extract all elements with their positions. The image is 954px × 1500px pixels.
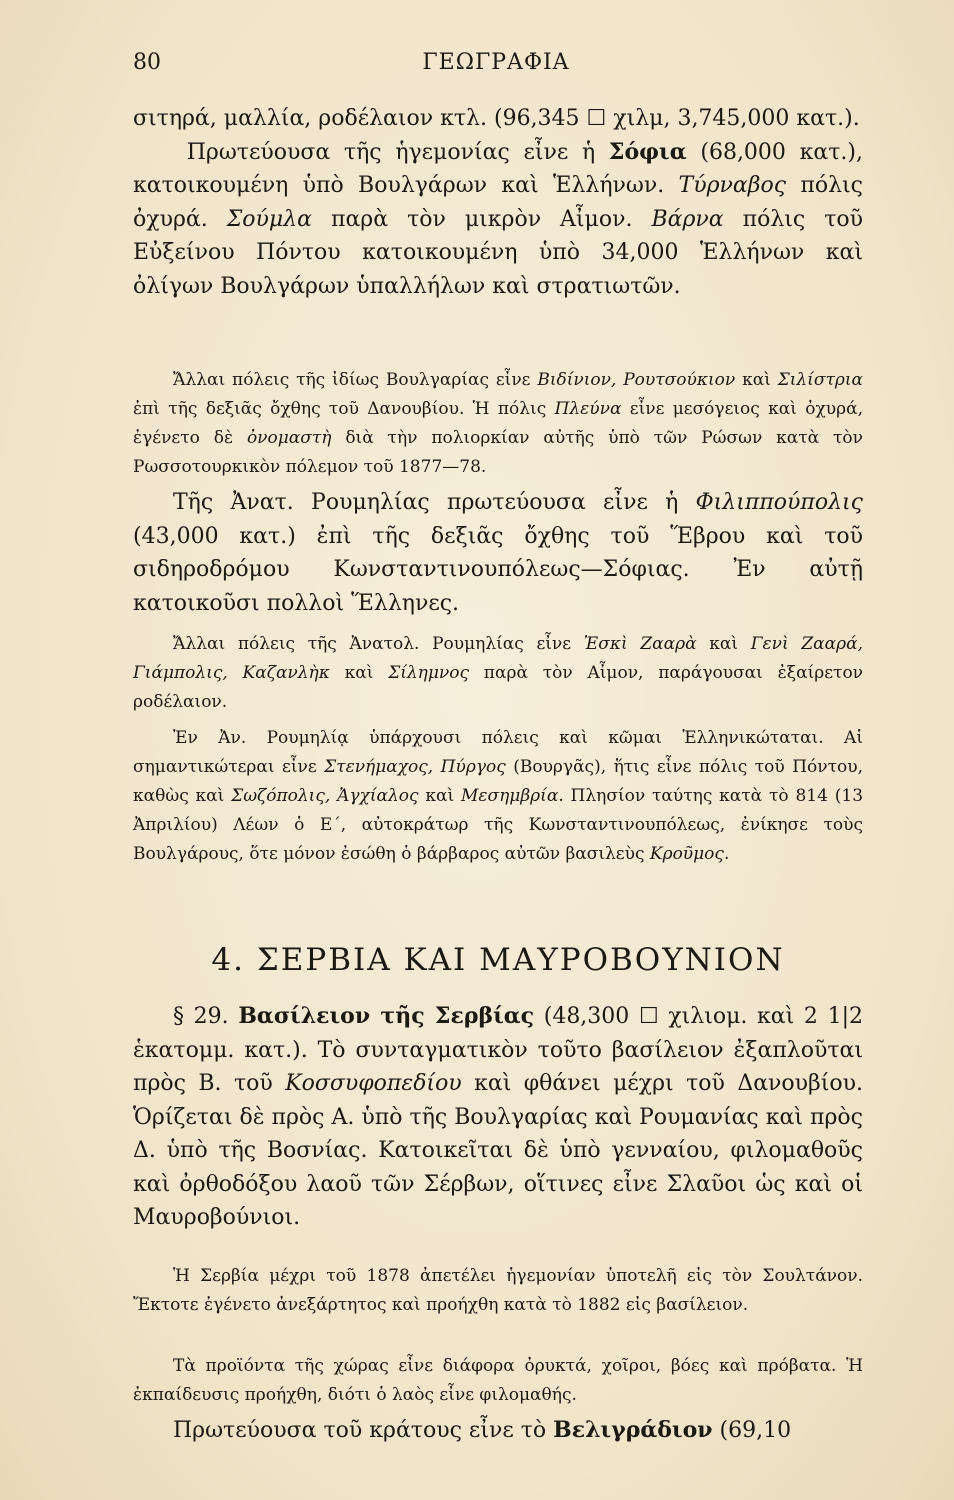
paragraph-serbia-capital (133, 1414, 863, 1448)
city-name: Βιδίνιον, Ρουτσούκιον (537, 370, 736, 390)
text-span: Πρωτεύουσα τοῦ κράτους εἶνε τὸ (173, 1418, 554, 1443)
city-name: Σούμλα (226, 206, 312, 232)
paragraph-serbia-products: Τὰ προϊόντα τῆς χώρας εἶνε διάφορα ὀρυκτά, χοῖροι, βόες καὶ πρόβατα. Ἡ ἐκπαίδευσις προήχθη, διότι ὁ λαὸς εἶνε φιλομαθής. (133, 1356, 863, 1405)
paragraph-greek-towns (133, 724, 863, 869)
text-span: Τῆς Ἀνατ. Ρουμηλίας πρωτεύουσα εἶνε ἡ (173, 490, 696, 515)
text-span: καὶ (696, 634, 751, 654)
text-span: παρὰ τὸν Αἶμον, παράγουσαι ἐξαίρετον ροδέλαιον. (133, 663, 864, 712)
city-name: Στενήμαχος, Πύργος (324, 757, 506, 777)
text-span: εἶνε μεσόγειος καὶ ὀχυρά, ἐγένετο δὲ (133, 399, 863, 448)
text-span: Ἄλλαι πόλεις τῆς Ἀνατολ. Ρουμηλίας εἶνε (173, 634, 584, 654)
text-span: Πρωτεύουσα τῆς ἡγεμονίας εἶνε ἡ (173, 139, 609, 165)
text-span: Ἐν Ἀν. Ρουμηλίᾳ ὑπάρχουσι πόλεις καὶ κῶμαι Ἑλληνικώταται. Αἱ σημαντικώτεραι εἶνε (133, 728, 863, 777)
paragraph-east-rumelia (133, 486, 863, 620)
city-sofia: Σόφια (608, 138, 687, 165)
text-span: καὶ (329, 663, 389, 683)
person-name: Κροῦμος (649, 844, 724, 864)
city-name: Σίλημνος (388, 663, 470, 683)
text-span: (Βουργᾶς), ἥτις εἶνε πόλις τοῦ Πόντου, καθὼς καὶ (133, 757, 864, 806)
section-title: Βασίλειον τῆς Σερβίας (238, 1003, 535, 1029)
city-name: Σωζόπολις, Ἀγχίαλος (231, 786, 419, 806)
city-name: Τύρναβος (678, 173, 787, 198)
paragraph-bulgaria-capital (133, 102, 863, 303)
text-span: (48,300 ☐ χιλιομ. καὶ 2 1|2 ἑκατομμ. κατ.). Τὸ συνταγματικὸν τοῦτο βασίλειον ἐξαπλοῦται πρὸς Β. τοῦ (133, 1004, 863, 1096)
city-name: Φιλιππούπολις (695, 490, 863, 515)
text-span: . Πλησίον ταύτης κατὰ τὸ 814 (13 Ἀπριλίου) Λέων ὁ Ε΄, αὐτοκράτωρ τῆς Κωνσταντινουπόλεως, ἐνίκησε τοὺς Βουλγάρους, ὅτε μόνον ἐσώθη ὁ βάρβαρος αὐτῶν βασιλεὺς (133, 786, 864, 864)
text-span: πόλις τοῦ Εὐξείνου Πόντου κατοικουμένη ὑπὸ 34,000 Ἑλλήνων καὶ ὀλίγων Βουλγάρων ὑπαλλήλων καὶ στρατιωτῶν. (133, 206, 863, 299)
section-number: § 29. (173, 1004, 239, 1029)
text-span: παρὰ τὸν μικρὸν Αἶμον. (312, 206, 652, 232)
city-name: Ἐσκὶ Ζααρὰ (583, 634, 697, 654)
text-span: . (723, 844, 730, 864)
text-span: Ἄλλαι πόλεις τῆς ἰδίως Βουλγαρίας εἶνε (173, 370, 538, 390)
text-span: διὰ τὴν πολιορκίαν αὐτῆς ὑπὸ τῶν Ρώσων κατὰ τὸν Ρωσσοτουρκικὸν πόλεμον τοῦ 1877—78. (133, 428, 863, 477)
text-span: καὶ (418, 786, 461, 806)
paragraph-serbia-kingdom (133, 1000, 863, 1235)
city-name: Πλεύνα (554, 399, 622, 419)
running-title: ΓΕΩΓΡΑΦΙΑ (422, 50, 570, 75)
text-span: καὶ (735, 370, 778, 390)
city-name: Βάρνα (651, 206, 724, 232)
page-number: 80 (133, 50, 161, 75)
text-span: (69,10 (712, 1418, 792, 1443)
paragraph-serbia-history: Ἡ Σερβία μέχρι τοῦ 1878 ἀπετέλει ἡγεμονίαν ὑποτελῆ εἰς τὸν Σουλτάνον. Ἔκτοτε ἐγένετο ἀνεξάρτητος καὶ προήχθη κατὰ τὸ 1882 εἰς βασίλειον. (133, 1266, 863, 1315)
text-span: ἐπὶ τῆς δεξιᾶς ὄχθης τοῦ Δανουβίου. Ἡ πόλις (133, 399, 555, 419)
city-name: Γενὶ Ζααρά, Γιάμπολις, Καζανλὴκ (133, 634, 863, 683)
text-span: (68,000 κατ.), κατοικουμένη ὑπὸ Βουλγάρων καὶ Ἑλλήνων. (133, 139, 863, 198)
paragraph-other-cities (133, 366, 863, 482)
city-name: Μεσημβρία (460, 786, 559, 806)
paragraph-rumelia-cities (133, 630, 863, 717)
place-name: Κοσσυφοπεδίου (285, 1071, 462, 1096)
text-span: σιτηρά, μαλλία, ροδέλαιον κτλ. (96,345 ☐ χιλμ, 3,745,000 κατ.). (133, 106, 860, 131)
text-span: καὶ φθάνει μέχρι τοῦ Δανουβίου. Ὁρίζεται δὲ πρὸς Α. ὑπὸ τῆς Βουλγαρίας καὶ Ρουμανίας καὶ πρὸς Δ. ὑπὸ τῆς Βοσνίας. Κατοικεῖται δὲ ὑπὸ γενναίου, φιλομαθοῦς καὶ ὀρθοδόξου λαοῦ τῶν Σέρβων, οἵτινες εἶνε Σλαῦοι ὡς καὶ οἱ Μαυροβούνιοι. (133, 1071, 864, 1230)
city-belgrade: Βελιγράδιον (553, 1417, 713, 1443)
emphasis: ὀνομαστὴ (246, 428, 332, 448)
city-name: Σιλίστρια (777, 370, 863, 390)
section-heading: 4. ΣΕΡΒΙΑ ΚΑΙ ΜΑΥΡΟΒΟΥΝΙΟΝ (211, 942, 785, 978)
text-span: πόλις ὀχυρά. (133, 173, 863, 232)
text-span: (43,000 κατ.) ἐπὶ τῆς δεξιᾶς ὄχθης τοῦ Ἕβρου καὶ τοῦ σιδηροδρόμου Κωνσταντινουπόλεως—Σόφιας. Ἐν αὐτῇ κατοικοῦσι πολλοὶ Ἕλληνες. (133, 523, 863, 616)
running-header (133, 50, 859, 84)
